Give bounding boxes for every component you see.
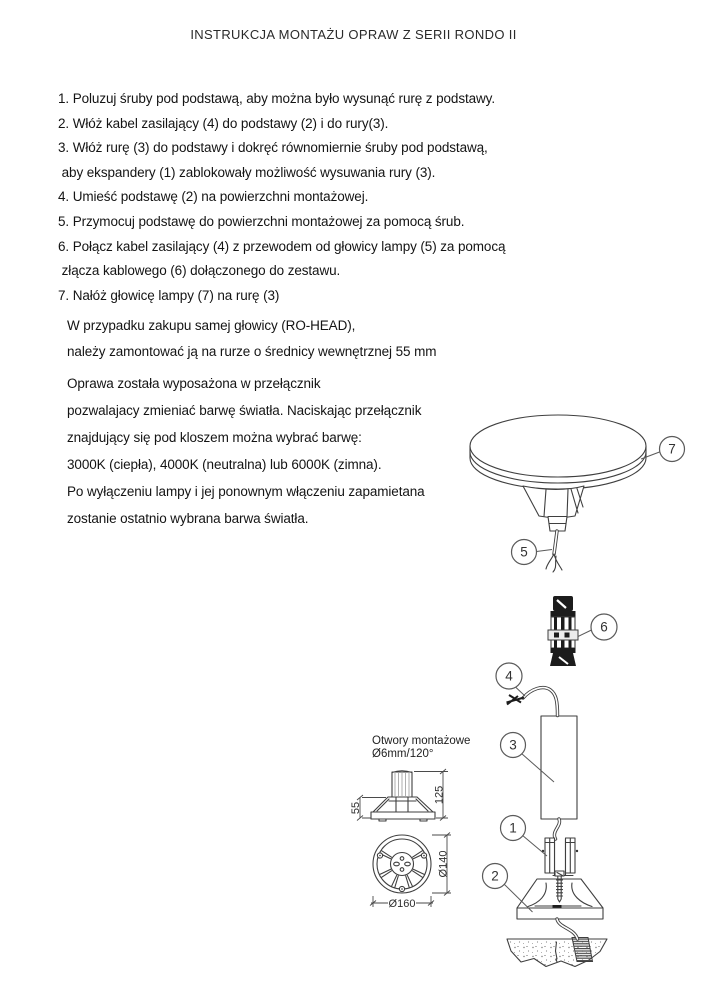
power-cable-end bbox=[507, 695, 525, 705]
instruction-line: 6. Połącz kabel zasilający (4) z przewodem od głowicy lampy (5) za pomocą bbox=[58, 238, 506, 254]
instruction-line: 1. Poluzuj śruby pod podstawą, aby można było wysunąć rurę z podstawy. bbox=[58, 91, 495, 106]
power-cable-drawing bbox=[507, 688, 558, 716]
instruction-line: 7. Nałóż głowicę lampy (7) na rurę (3) bbox=[58, 287, 280, 303]
svg-text:2: 2 bbox=[491, 868, 499, 884]
cable-connector-drawing bbox=[548, 596, 578, 666]
note-line: należy zamontować ją na rurze o średnicy wewnętrznej 55 mm bbox=[67, 343, 437, 359]
instruction-line: 3. Włóż rurę (3) do podstawy i dokręć równomiernie śruby pod podstawą, bbox=[58, 140, 488, 156]
instruction-list bbox=[58, 87, 505, 308]
note-line: zostanie ostatnio wybrana barwa światła. bbox=[67, 511, 309, 526]
callout-1 bbox=[501, 816, 548, 857]
mounting-holes-label-line1: Otwory montażowe bbox=[372, 735, 471, 747]
note-line: 3000K (ciepła), 4000K (neutralna) lub 6000K (zimna). bbox=[67, 457, 382, 472]
note-line: pozwalajacy zmieniać barwę światła. Naciskając przełącznik bbox=[67, 403, 422, 418]
mounting-holes-label-line2: Ø6mm/120° bbox=[372, 748, 434, 760]
base-cable-drawing bbox=[557, 919, 578, 939]
svg-text:4: 4 bbox=[505, 668, 513, 684]
svg-text:3: 3 bbox=[509, 737, 517, 753]
svg-text:1: 1 bbox=[509, 820, 517, 836]
disc-top bbox=[470, 415, 646, 477]
expander-drawing bbox=[542, 838, 578, 876]
svg-text:Ø160: Ø160 bbox=[388, 898, 416, 910]
base-side-view bbox=[350, 769, 448, 821]
callout-4 bbox=[496, 663, 525, 696]
svg-text:55: 55 bbox=[350, 801, 362, 815]
lamp-head-drawing bbox=[470, 415, 646, 572]
base-drawing bbox=[517, 871, 603, 919]
callout-6 bbox=[578, 614, 617, 640]
head-cable-wires bbox=[546, 554, 562, 572]
note-line: znajdujący się pod kloszem można wybrać barwę: bbox=[67, 430, 362, 445]
page-title: INSTRUKCJA MONTAŻU OPRAW Z SERII RONDO II bbox=[190, 27, 517, 42]
instruction-line: 4. Umieść podstawę (2) na powierzchni montażowej. bbox=[58, 189, 369, 205]
ground-drawing bbox=[507, 938, 607, 967]
mounting-tube-drawing bbox=[541, 716, 577, 819]
note-rohead bbox=[67, 313, 436, 364]
dimension-body-diameter bbox=[432, 833, 451, 896]
dimension-flange-diameter bbox=[370, 896, 434, 910]
tube-cable-drawing bbox=[554, 819, 559, 839]
assembly-diagram bbox=[340, 400, 707, 1000]
callout-2 bbox=[483, 864, 533, 913]
svg-text:5: 5 bbox=[520, 544, 528, 560]
svg-text:7: 7 bbox=[668, 441, 676, 457]
instruction-line: 5. Przymocuj podstawę do powierzchni montażowej za pomocą śrub. bbox=[58, 213, 465, 229]
instruction-line: 2. Włóż kabel zasilający (4) do podstawy (2) i do rury(3). bbox=[58, 115, 389, 131]
callout-7 bbox=[641, 437, 685, 462]
svg-text:6: 6 bbox=[600, 619, 608, 635]
note-line: Oprawa została wyposażona w przełącznik bbox=[67, 376, 321, 391]
instruction-line: aby ekspandery (1) zablokowały możliwość wysuwania rury (3). bbox=[58, 164, 436, 180]
svg-text:Ø140: Ø140 bbox=[437, 850, 450, 878]
base-top-view bbox=[370, 833, 451, 911]
svg-text:125: 125 bbox=[433, 785, 446, 805]
instruction-line: złącza kablowego (6) dołączonego do zestawu. bbox=[58, 263, 341, 279]
note-line: Po wyłączeniu lampy i jej ponownym włączeniu zapamietana bbox=[67, 484, 425, 499]
note-line: W przypadku zakupu samej głowicy (RO-HEAD), bbox=[67, 318, 356, 333]
callout-5 bbox=[512, 540, 553, 565]
